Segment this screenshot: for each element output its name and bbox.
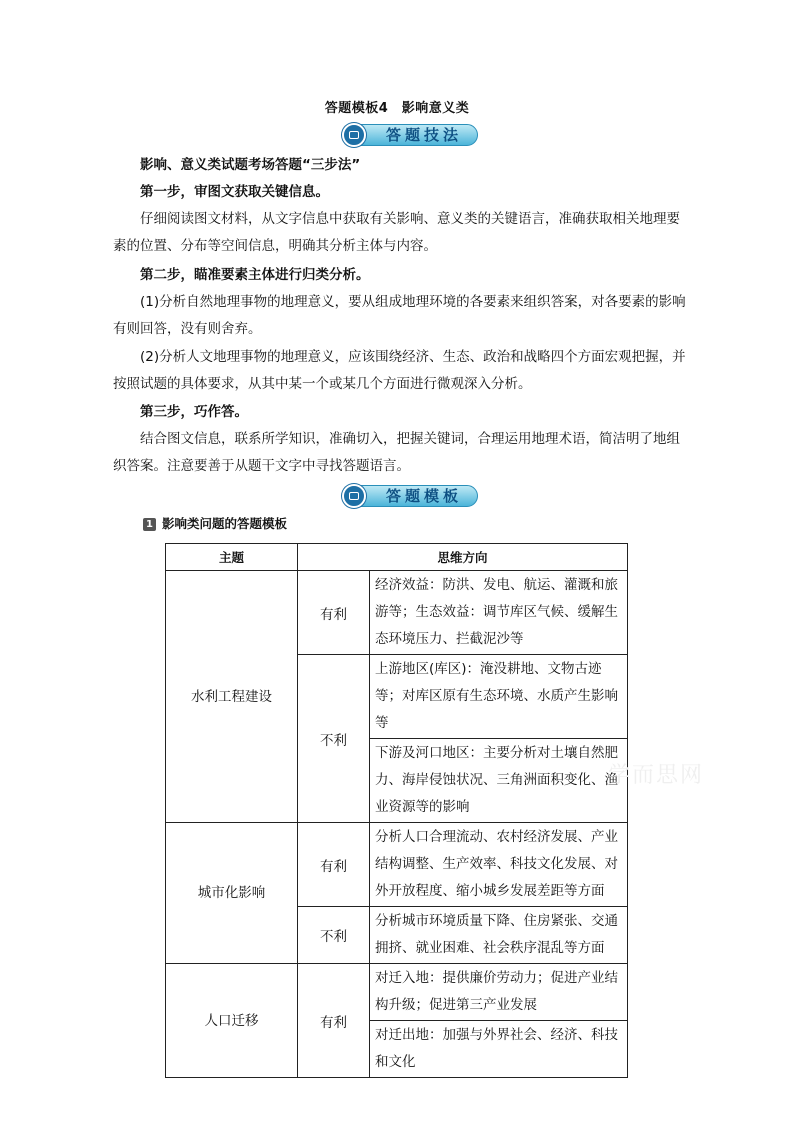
banner-answer-template	[342, 485, 480, 507]
table-row	[166, 571, 628, 655]
banner-label: 答题模板	[385, 487, 462, 505]
section-title: 影响类问题的答题模板	[162, 516, 288, 531]
topic-cell: 人口迁移	[166, 964, 298, 1078]
section-heading	[143, 515, 287, 533]
step3-heading: 第三步，巧作答。	[140, 404, 248, 420]
topic-cell: 水利工程建设	[166, 571, 298, 823]
banner-label: 答题技法	[385, 126, 462, 144]
table-row	[166, 964, 628, 1021]
header-topic: 主题	[166, 544, 298, 571]
description-cell: 分析人口合理流动、农村经济发展、产业结构调整、生产效率、科技文化发展、对外开放程度、缩小城乡发展差距等方面	[370, 823, 628, 907]
step1-heading: 第一步，审图文获取关键信息。	[140, 184, 329, 200]
description-cell: 上游地区(库区)：淹没耕地、文物古迹等；对库区原有生态环境、水质产生影响等	[370, 655, 628, 739]
watermark: 学而思网	[608, 763, 705, 788]
topic-cell: 城市化影响	[166, 823, 298, 964]
description-cell: 经济效益：防洪、发电、航运、灌溉和旅游等；生态效益：调节库区气候、缓解生态环境压力、拦截泥沙等	[370, 571, 628, 655]
effect-cell: 有利	[298, 571, 370, 655]
page-title: 答题模板4 影响意义类	[324, 101, 470, 116]
effect-cell: 不利	[298, 907, 370, 964]
step2-heading: 第二步，瞄准要素主体进行归类分析。	[140, 267, 370, 283]
step2-item-1: (1)分析自然地理事物的地理意义，要从组成地理环境的各要素来组织答案，对各要素的影响有则回答，没有则舍弃。	[113, 294, 686, 337]
description-cell: 对迁出地：加强与外界社会、经济、科技和文化	[370, 1021, 628, 1078]
effect-cell: 有利	[298, 823, 370, 907]
section-number-badge: 1	[143, 518, 156, 531]
answer-template-table	[165, 543, 628, 1078]
description-cell: 对迁入地：提供廉价劳动力；促进产业结构升级；促进第三产业发展	[370, 964, 628, 1021]
description-cell: 下游及河口地区：主要分析对土壤自然肥力、海岸侵蚀状况、三角洲面积变化、渔业资源等的影响	[370, 739, 628, 823]
table-row	[166, 823, 628, 907]
effect-cell: 有利	[298, 964, 370, 1078]
banner-answer-technique	[342, 124, 480, 146]
book-icon	[342, 484, 366, 508]
book-icon	[342, 123, 366, 147]
effect-cell: 不利	[298, 655, 370, 823]
step3-body: 结合图文信息，联系所学知识，准确切入，把握关键词，合理运用地理术语，简洁明了地组织答案。注意要善于从题干文字中寻找答题语言。	[113, 431, 680, 474]
intro-line: 影响、意义类试题考场答题“三步法”	[140, 157, 361, 173]
header-thinking-direction: 思维方向	[298, 544, 628, 571]
table-header-row	[166, 544, 628, 571]
step2-item-2: (2)分析人文地理事物的地理意义，应该围绕经济、生态、政治和战略四个方面宏观把握，并按照试题的具体要求，从其中某一个或某几个方面进行微观深入分析。	[113, 349, 686, 392]
step1-body: 仔细阅读图文材料，从文字信息中获取有关影响、意义类的关键语言，准确获取相关地理要素的位置、分布等空间信息，明确其分析主体与内容。	[113, 211, 680, 254]
description-cell: 分析城市环境质量下降、住房紧张、交通拥挤、就业困难、社会秩序混乱等方面	[370, 907, 628, 964]
